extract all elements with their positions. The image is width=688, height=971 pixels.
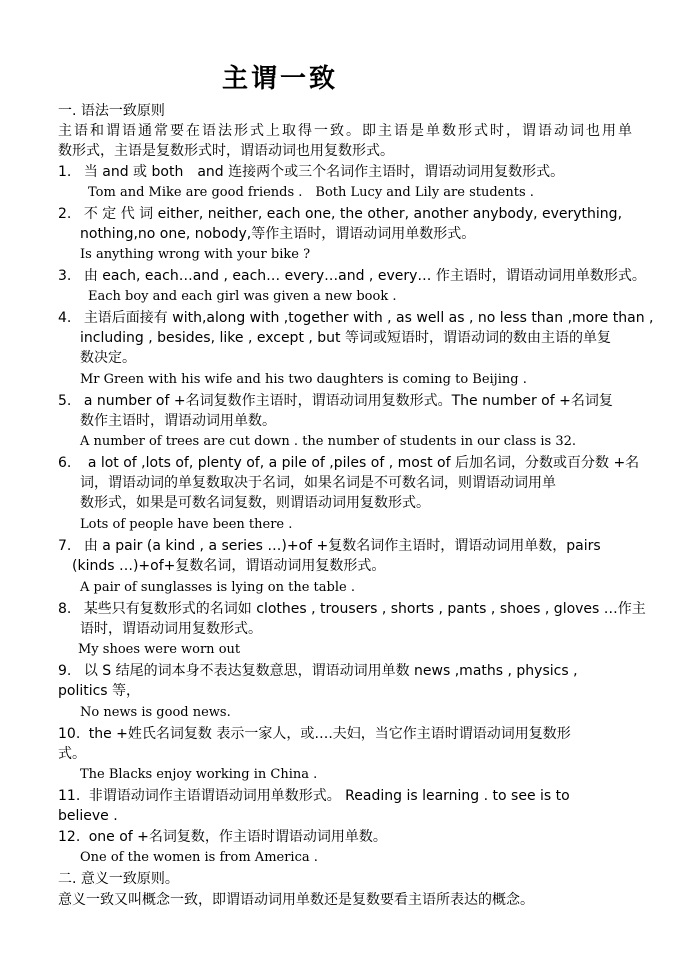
example-sentence: Each boy and each girl was given a new book . (88, 289, 397, 304)
rule-text: politics 等， (58, 683, 141, 699)
rule-number: 3. (58, 268, 72, 284)
rule-number: 5. (58, 393, 72, 409)
rule-text: 数作主语时，谓语动词用单数。 (80, 413, 276, 429)
rule-number: 8. (58, 601, 72, 617)
page-title: 主谓一致 (221, 64, 338, 94)
section-heading: 一. 语法一致原则 (58, 103, 165, 119)
rule-number: 4. (58, 310, 72, 326)
rule-text: believe . (58, 808, 118, 824)
example-sentence: Is anything wrong with your bike ? (80, 247, 311, 262)
example-sentence: One of the women is from America . (80, 850, 318, 865)
rule-line (58, 162, 632, 182)
example-sentence: My shoes were worn out (78, 642, 241, 657)
rule-text: 词，谓语动词的单复数取决于名词，如果名词是不可数名词，则谓语动词用单 (80, 475, 556, 491)
example-sentence: Mr Green with his wife and his two daughters is coming to Beijing . (80, 372, 527, 387)
rule-text: 某些只有复数形式的名词如 clothes , trousers , shorts , pants , shoes , gloves …作主 (83, 601, 646, 617)
example-sentence: The Blacks enjoy working in China . (80, 767, 318, 782)
example-sentence: No news is good news. (80, 705, 231, 720)
rule-number: 12. (58, 829, 81, 845)
rule-line (58, 204, 632, 224)
rule-text: 由 each, each…and , each… every…and , every… 作主语时，谓语动词用单数形式。 (83, 268, 646, 284)
rule-line (58, 827, 632, 847)
intro-line: 意义一致又叫概念一致，即谓语动词用单数还是复数要看主语所表达的概念。 (58, 892, 534, 908)
rule-text: 数决定。 (80, 350, 136, 366)
rule-text: nothing,no one, nobody,等作主语时，谓语动词用单数形式。 (80, 226, 476, 242)
section-heading: 二. 意义一致原则。 (58, 871, 179, 887)
rule-number: 6. (58, 455, 72, 471)
rule-line (58, 453, 640, 473)
rule-line (58, 599, 646, 619)
rule-number: 7. (58, 538, 72, 554)
rule-line (58, 661, 632, 681)
rule-text: 非谓语动词作主语谓语动词用单数形式。 Reading is learning . to see is to (88, 788, 570, 804)
rule-text: a number of +名词复数作主语时，谓语动词用复数形式。The number of +名词复 (83, 393, 613, 409)
rule-line (58, 308, 654, 328)
rule-text: a lot of ,lots of, plenty of, a pile of ,piles of , most of 后加名词，分数或百分数 +名 (87, 455, 640, 471)
rule-line (58, 536, 632, 556)
rule-text: 由 a pair (a kind , a series …)+of +复数名词作主语时，谓语动词用单数，pairs (83, 538, 601, 554)
rule-text: 不 定 代 词 either, neither, each one, the other, another anybody, everything, (83, 206, 623, 222)
rule-line (58, 724, 632, 744)
rule-text: 语时，谓语动词用复数形式。 (80, 621, 262, 637)
example-sentence: Tom and Mike are good friends . Both Lucy and Lily are students . (88, 185, 534, 200)
example-sentence: A pair of sunglasses is lying on the table . (80, 580, 355, 595)
rule-text: one of +名词复数，作主语时谓语动词用单数。 (88, 829, 387, 845)
rule-text: the +姓氏名词复数 表示一家人，或….夫妇，当它作主语时谓语动词用复数形 (88, 726, 571, 742)
example-sentence: Lots of people have been there . (80, 517, 293, 532)
rule-number: 2. (58, 206, 72, 222)
rule-line (58, 786, 632, 806)
rule-number: 10. (58, 726, 81, 742)
example-sentence: A number of trees are cut down . the number of students in our class is 32. (80, 434, 577, 449)
rule-text: 当 and 或 both and 连接两个或三个名词作主语时，谓语动词用复数形式。 (83, 164, 565, 180)
rule-text: 式。 (58, 746, 86, 762)
rule-line (58, 391, 632, 411)
rule-text: 以 S 结尾的词本身不表达复数意思，谓语动词用单数 news ,maths , physics , (83, 663, 578, 679)
rule-number: 1. (58, 164, 72, 180)
intro-line: 主语和谓语通常要在语法形式上取得一致。即主语是单数形式时，谓语动词也用单 (58, 123, 632, 139)
rule-text: including , besides, like , except , but 等词或短语时，谓语动词的数由主语的单复 (80, 330, 611, 346)
intro-line: 数形式，主语是复数形式时，谓语动词也用复数形式。 (58, 143, 394, 159)
rule-number: 9. (58, 663, 72, 679)
rule-text: 数形式，如果是可数名词复数，则谓语动词用复数形式。 (80, 495, 430, 511)
rule-line (58, 266, 646, 286)
rule-text: (kinds …)+of+复数名词，谓语动词用复数形式。 (72, 558, 386, 574)
rule-text: 主语后面接有 with,along with ,together with , as well as , no less than ,more than , (83, 310, 654, 326)
rule-number: 11. (58, 788, 81, 804)
